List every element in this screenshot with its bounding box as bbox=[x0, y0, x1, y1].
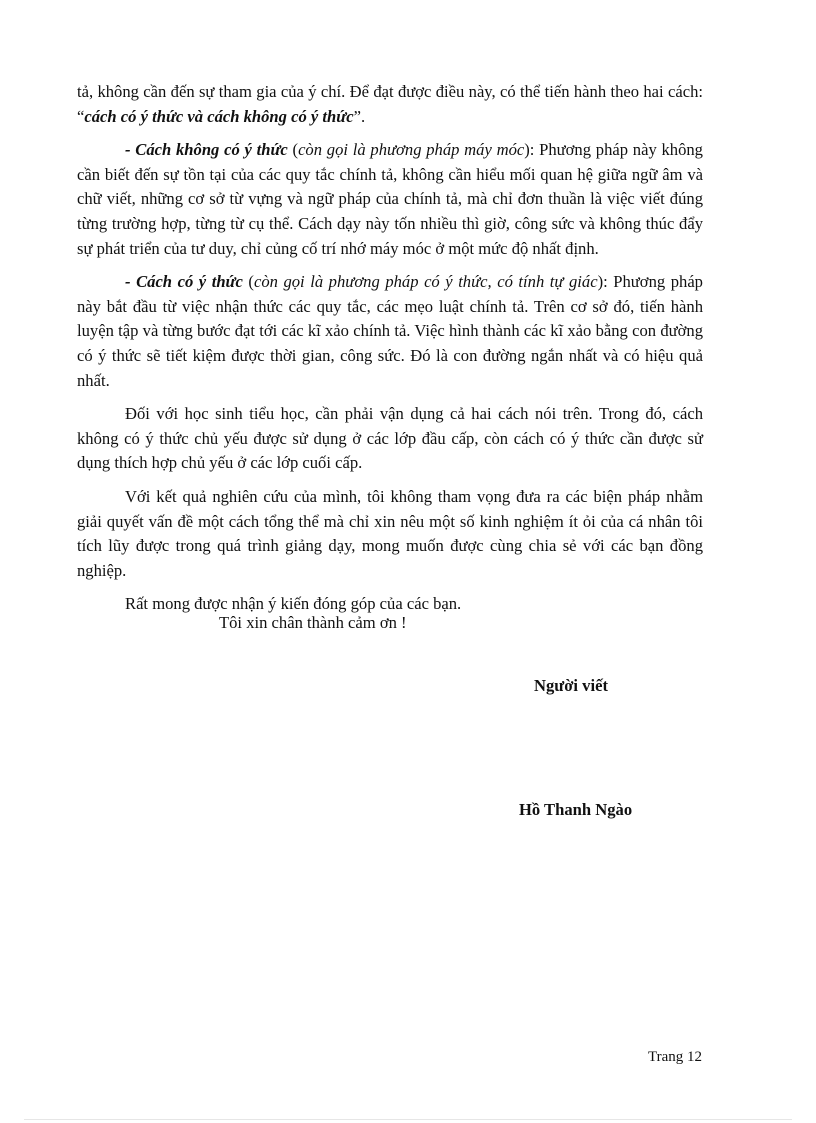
paren-open: ( bbox=[242, 272, 254, 292]
document-body bbox=[77, 80, 703, 626]
paragraph-research-results: Với kết quả nghiên cứu của mình, tôi không tham vọng đưa ra các biện pháp nhằm giải quyết vấn đề một cách tổng thể mà chỉ xin nêu một số kinh nghiệm ít ỏi của cá nhân tôi tích lũy được trong quá trình giảng dạy, mong muốn được cùng chia sẻ với các bạn đồng nghiệp. bbox=[77, 486, 703, 580]
method-heading: - Cách không có ý thức bbox=[125, 140, 288, 160]
emphasis-text: cách có ý thức và cách không có ý thức bbox=[84, 106, 354, 126]
method-heading: - Cách có ý thức bbox=[125, 272, 243, 292]
paragraph-feedback-request: Rất mong được nhận ý kiến đóng góp của các bạn. bbox=[125, 594, 462, 614]
method-alias: còn gọi là phương pháp máy móc bbox=[298, 140, 525, 160]
page-bottom-edge bbox=[24, 1119, 792, 1120]
paragraph-conscious-method bbox=[77, 270, 703, 393]
paragraph-text: tả, không cần đến sự tham gia của ý chí. Để đạt được điều này, có thể tiến hành theo hai cách: “ bbox=[77, 82, 703, 126]
paragraph-text: ”. bbox=[353, 106, 366, 126]
page-number: Trang 12 bbox=[647, 1049, 702, 1065]
paragraph-intro bbox=[77, 80, 703, 129]
paragraph-text: ): Phương pháp này bắt đầu từ việc nhận thức các quy tắc, các mẹo luật chính tả. Trên cơ sở đó, tiến hành luyện tập và từng bước đạt tới các kĩ xảo chính tả. Việc hình thành các kĩ xảo bằng con đường có ý thức sẽ tiết kiệm được thời gian, công sức. Đó là con đường ngắn nhất và có hiệu quả nhất. bbox=[77, 272, 703, 390]
thanks-line: Tôi xin chân thành cảm ơn ! bbox=[219, 613, 407, 632]
paren-open: ( bbox=[287, 140, 299, 160]
paragraph-primary-students: Đối với học sinh tiểu học, cần phải vận dụng cả hai cách nói trên. Trong đó, cách không có ý thức chủ yếu được sử dụng ở các lớp đầu cấp, còn cách có ý thức cần được sử dụng thích hợp chủ yếu ở các lớp cuối cấp. bbox=[77, 404, 703, 473]
signature-label: Người viết bbox=[534, 676, 608, 695]
paragraph-unconscious-method bbox=[77, 138, 703, 261]
author-name: Hồ Thanh Ngào bbox=[519, 800, 633, 819]
method-alias: còn gọi là phương pháp có ý thức, có tính tự giác bbox=[253, 272, 598, 292]
paragraph-text: ): Phương pháp này không cần biết đến sự tồn tại của các quy tắc chính tả, không cần hiểu mối quan hệ giữa ngữ âm và chữ viết, những cơ sở từ vựng và ngữ pháp của chính tả, mà chỉ đơn thuần là việc viết đúng từng trường hợp, từng từ cụ thể. Cách dạy này tốn nhiều thì giờ, công sức và không thúc đẩy sự phát triển của tư duy, chỉ củng cố trí nhớ máy móc ở một mức độ nhất định. bbox=[77, 140, 703, 258]
